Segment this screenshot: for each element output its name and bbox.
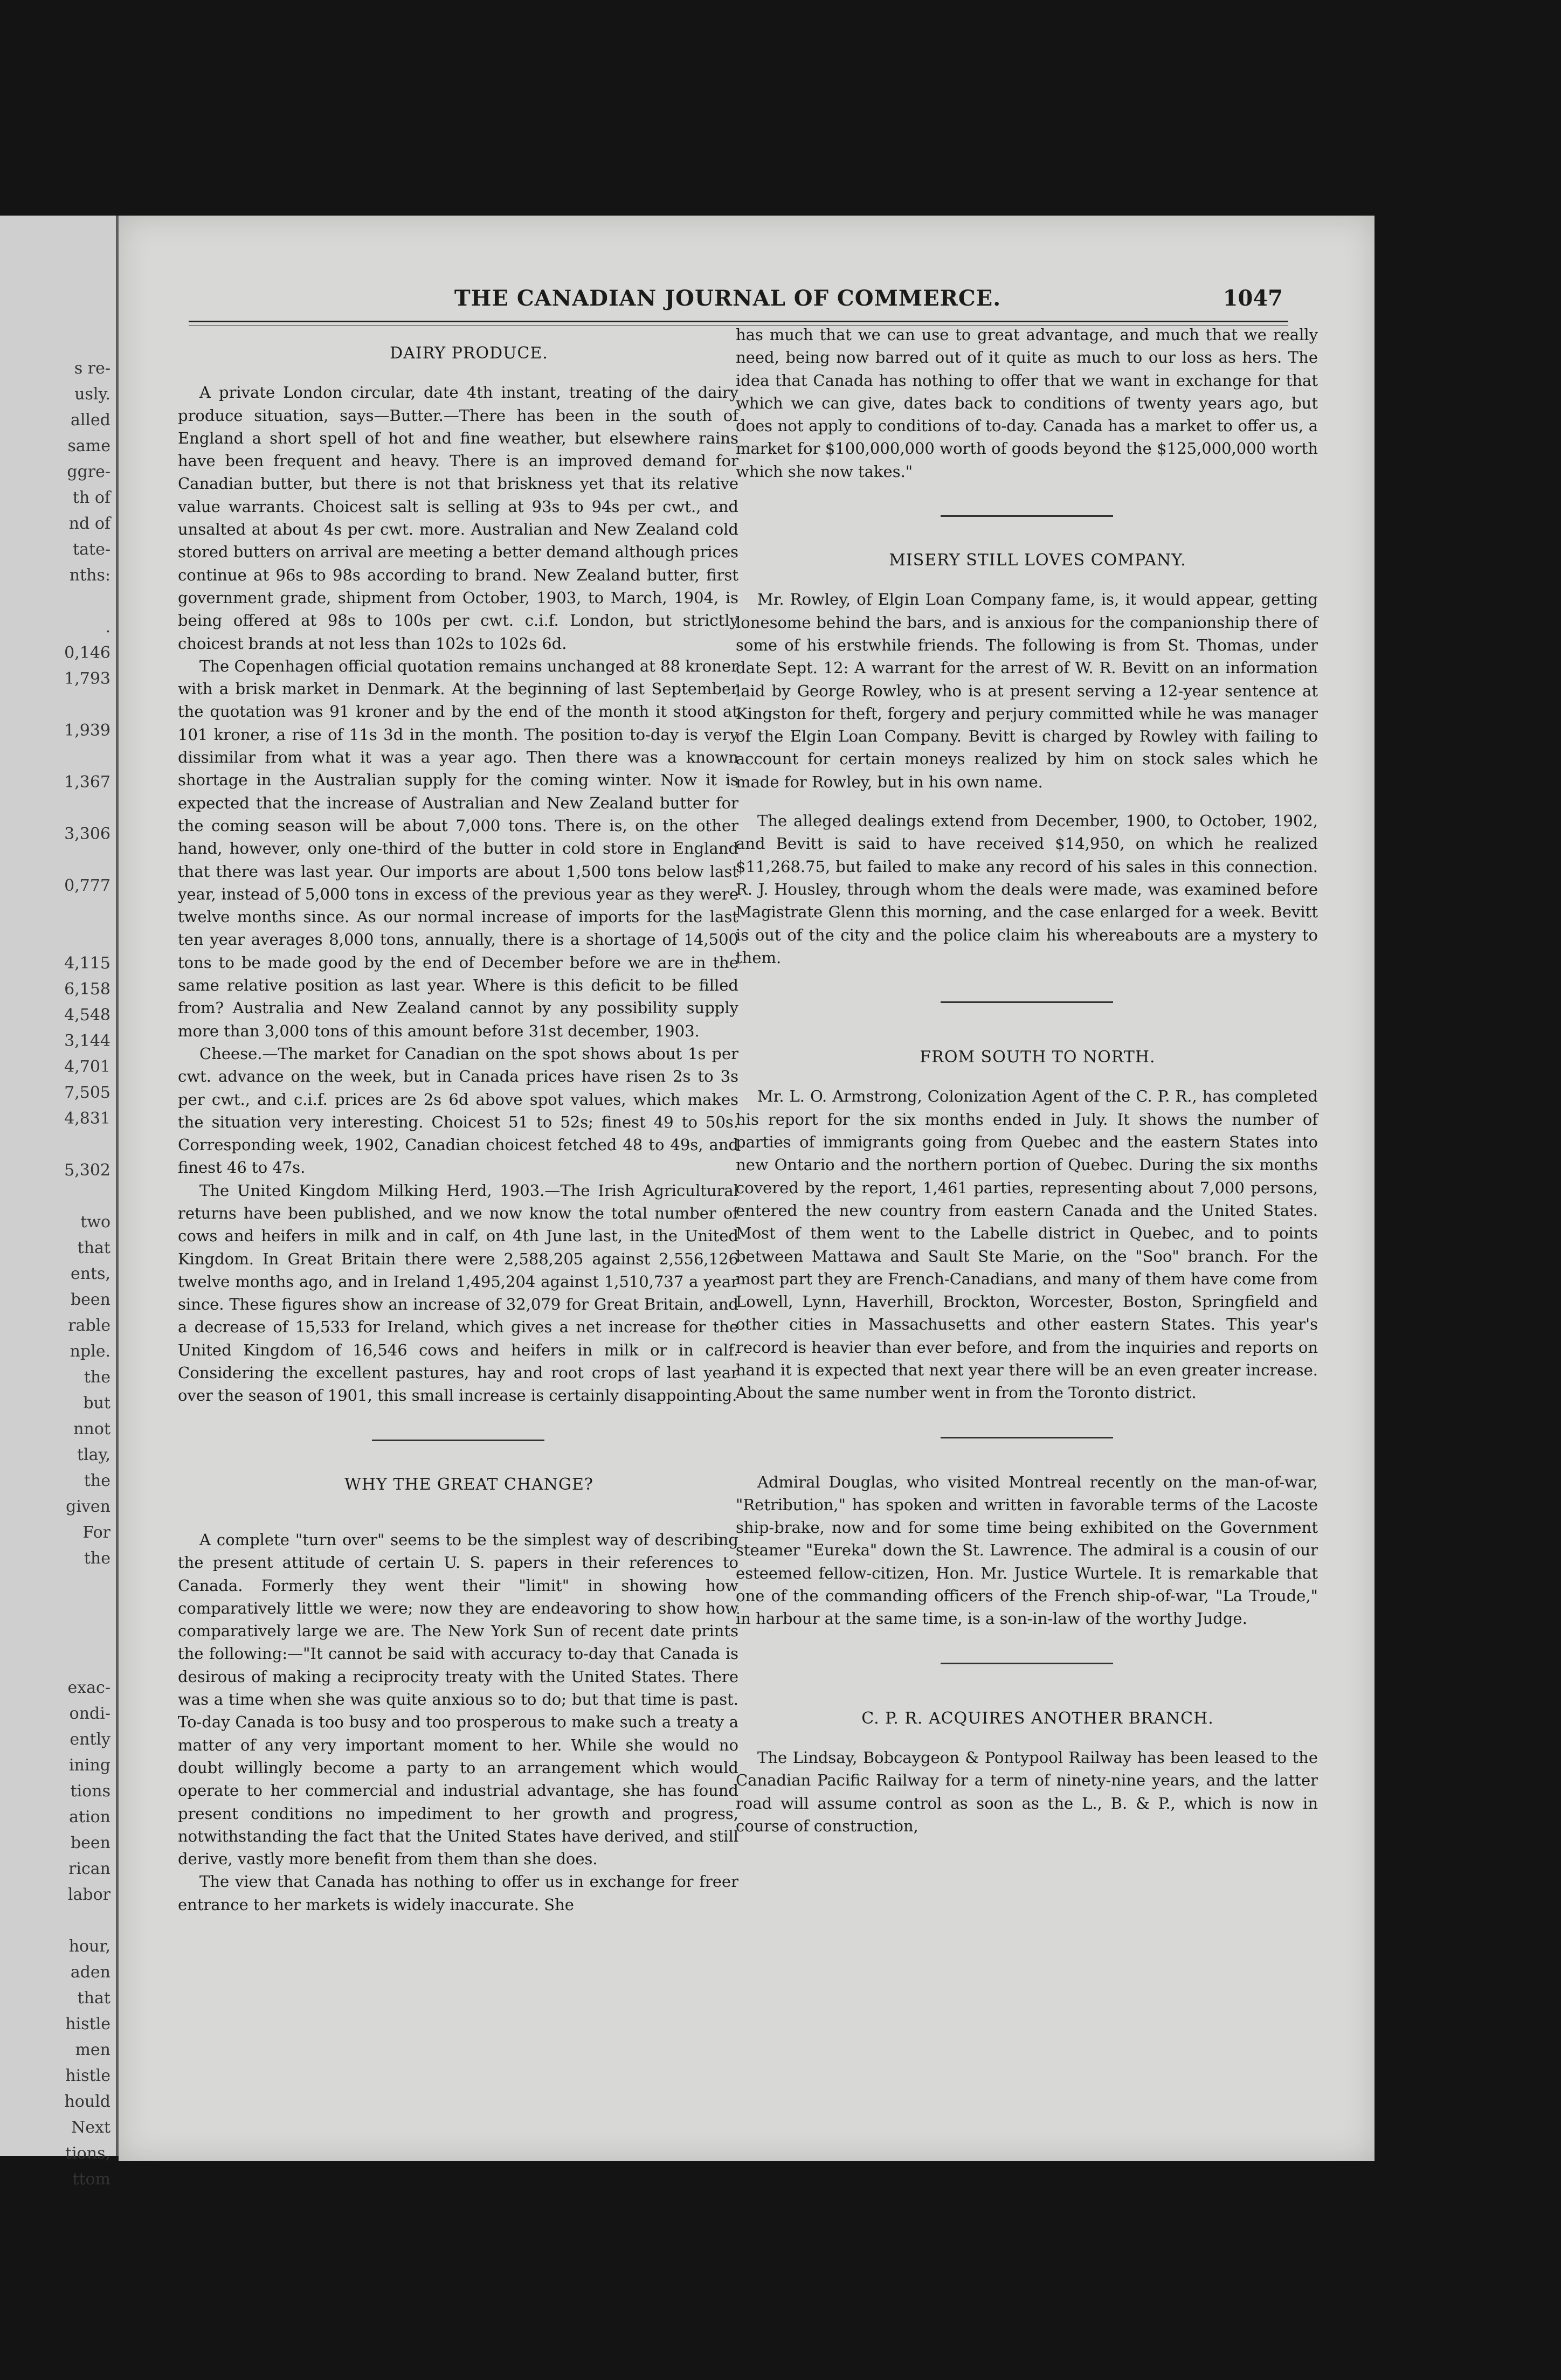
article-heading-cpr: C. P. R. ACQUIRES ANOTHER BRANCH. (861, 1708, 1214, 1728)
adjacent-page-line (0, 1132, 116, 1158)
article-heading-dairy: DAIRY PRODUCE. (390, 344, 548, 363)
paragraph-continuation: has much that we can use to great advantage, and much that we really need, being now barred out of it quite as much to our loss as hers. The idea that Canada has nothing to offer that we want in exchange for that which we can give, dates back to conditions of twenty years ago, but does not apply to conditions of to-day. Canada has a market to offer us, a market for $100,000,000 worth of goods beyond the $125,000,000 worth which she now takes." (736, 326, 1318, 481)
adjacent-page-line: 4,831 (64, 1109, 110, 1128)
adjacent-page-line: 6,158 (64, 980, 110, 999)
adjacent-page-line: 4,548 (64, 1006, 110, 1025)
adjacent-page-line: same (67, 437, 110, 455)
adjacent-page-line: 1,939 (64, 721, 110, 740)
header-rule (189, 321, 1288, 322)
adjacent-page-line: that (77, 1239, 110, 1257)
adjacent-page-line: usly. (74, 385, 110, 404)
adjacent-page-line: 1,367 (64, 773, 110, 792)
adjacent-page-line: 0,146 (64, 644, 110, 662)
article-heading-south-north: FROM SOUTH TO NORTH. (920, 1048, 1156, 1067)
left-column (178, 342, 738, 1916)
paragraph: Mr. L. O. Armstrong, Colonization Agent of the C. P. R., has completed his report for the six months ended in July. It shows the number of parties of immigrants going from Quebec and the eastern States into new Ontario and the northern portion of Quebec. During the six months covered by the report, 1,461 parties, representing about 7,000 persons, entered the new country from eastern Canada and the United States. Most of them went to the Labelle district in Quebec, and to points between Mattawa and Sault Ste Marie, on the "Soo" branch. For the most part they are French-Canadians, and many of them have come from Lowell, Lynn, Haverhill, Brockton, Worcester, Boston, Springfield and other cities in Massachusetts and other eastern States. This year's record is heavier than ever before, and from the inquiries and reports on hand it is expected that next year there will be an even greater increase. About the same number went in from the Toronto district. (736, 1087, 1318, 1402)
adjacent-page-line: ining (68, 1756, 110, 1775)
paragraph: The United Kingdom Milking Herd, 1903.—The Irish Agricultural returns have been published, and we now know the total number of cows and heifers in milk and in calf, on 4th June last, in the United Kingdom. In Great Britain there were 2,588,205 against 2,556,126 twelve months ago, and in Ireland 1,495,204 against 1,510,737 a year since. These figures show an increase of 32,079 for Great Britain, and a decrease of 15,533 for Ireland, which gives a net increase for the United Kingdom of 16,546 cows and heifers in milk or in calf. Considering the excellent pastures, hay and root crops of last year over the season of 1901, this small increase is certainly disappointing. (178, 1181, 738, 1405)
adjacent-page-line (0, 1597, 116, 1623)
adjacent-page-line: the (84, 1471, 110, 1490)
paragraph: The Copenhagen official quotation remains unchanged at 88 kroner with a brisk market in Denmark. At the beginning of last September the quotation was 91 kroner and by the end of the month it stood at 101 kroner, a rise of 11s 3d in the month. The position to-day is very dissimilar from what it was a year ago. Then there was a known shortage in the Australian supply for the coming winter. Now it is expected that the increase of Australian and New Zealand butter for the coming season will be about 7,000 tons. There is, on the other hand, however, only one-third of the butter in cold store in England that there was last year. Our imports are about 1,500 tons below last year, instead of 5,000 tons in excess of the previous year as they were twelve months since. As our normal increase of imports for the last ten year averages 8,000 tons, annually, there is a shortage of 14,500 tons to be made good by the end of December before we are in the same relative position as last year. Where is this deficit to be filled from? Australia and New Zealand cannot by any possibility supply more than 3,000 tons of this amount before 31st december, 1903. (178, 656, 738, 1040)
adjacent-page-line: tate- (73, 540, 110, 559)
adjacent-page-line: 4,115 (64, 954, 110, 973)
adjacent-page-line: 0,777 (64, 876, 110, 895)
adjacent-page-line: ation (69, 1808, 110, 1826)
adjacent-page-line: tions, (65, 2144, 110, 2163)
adjacent-page-line: tlay, (77, 1445, 110, 1464)
adjacent-page-line: 5,302 (64, 1161, 110, 1180)
adjacent-page-fragment (0, 216, 116, 2189)
journal-page (119, 216, 1374, 2161)
adjacent-page-line: hour, (68, 1937, 110, 1956)
adjacent-page-line: but (83, 1394, 110, 1413)
adjacent-page-line: th of (72, 488, 110, 507)
adjacent-page-line: histle (65, 2015, 110, 2033)
adjacent-page-line: nple. (70, 1342, 110, 1361)
adjacent-page-line: aden (70, 1963, 110, 1982)
adjacent-page-line (0, 1908, 116, 1934)
paragraph: The alleged dealings extend from December, 1900, to October, 1902, and Bevitt is said to have received $14,950, on which he realized $11,268.75, but failed to make any record of his sales in this connection. R. J. Housley, through whom the deals were made, was examined before Magistrate Glenn this morning, and the case enlarged for a week. Bevitt is out of the city and the police claim his whereabouts are a mystery to them. (736, 812, 1318, 967)
adjacent-page-line: 3,306 (64, 825, 110, 843)
adjacent-page-line: 7,505 (64, 1083, 110, 1102)
adjacent-page-line: rable (68, 1316, 110, 1335)
adjacent-page-line: alled (70, 411, 110, 430)
page-number: 1047 (1222, 286, 1283, 311)
running-title: THE CANADIAN JOURNAL OF COMMERCE. (454, 286, 1001, 311)
paragraph: The Lindsay, Bobcaygeon & Pontypool Railway has been leased to the Canadian Pacific Railway for a term of ninety-nine years, and the latter road will assume control as soon as the L., B. & P., which is now in course of construction, (736, 1748, 1318, 1835)
adjacent-page-line: the (84, 1368, 110, 1387)
adjacent-page-line: that (77, 1989, 110, 2008)
right-column (736, 323, 1318, 1837)
paragraph: Admiral Douglas, who visited Montreal recently on the man-of-war, "Retribution," has spoken and written in favorable terms of the Lacoste ship-brake, now and for some time being exhibited on the Government steamer "Eureka" down the St. Lawrence. The admiral is a cousin of our esteemed fellow-citizen, Hon. Mr. Justice Wurtele. It is remarkable that one of the commanding officers of the French ship-of-war, "La Troude," in harbour at the same time, is a son-in-law of the worthy Judge. (736, 1472, 1318, 1628)
adjacent-page-line: been (70, 1834, 110, 1852)
adjacent-page-line: hould (64, 2092, 110, 2111)
paragraph: A private London circular, date 4th instant, treating of the dairy produce situation, says—Butter.—There has been in the south of England a short spell of hot and fine weather, but elsewhere rains have been frequent and heavy. There is an improved demand for Canadian butter, but there is not that briskness yet that its relative value warrants. Choicest salt is selling at 93s to 94s per cwt., and unsalted at about 4s per cwt. more. Australian and New Zealand cold stored butters on arrival are meeting a better demand although prices continue at 96s to 98s according to brand. New Zealand butter, first government grade, shipment from October, 1903, to March, 1904, is being offered at 98s to 100s per cwt. c.i.f. London, but strictly choicest brands at not less than 102s to 102s 6d. (178, 383, 738, 653)
adjacent-page-line: nnot (73, 1420, 110, 1438)
adjacent-page-line (0, 925, 116, 951)
adjacent-page-line: ents, (70, 1264, 110, 1283)
adjacent-page-line: the (84, 1549, 110, 1568)
paragraph: The view that Canada has nothing to offer us in exchange for freer entrance to her markets is widely inaccurate. She (178, 1872, 738, 1914)
adjacent-page-line: tions (70, 1782, 110, 1801)
adjacent-page-line (0, 847, 116, 873)
adjacent-page-line: histle (65, 2066, 110, 2085)
adjacent-page-line: nths: (69, 566, 110, 585)
adjacent-page-line (0, 744, 116, 770)
adjacent-page-line (0, 899, 116, 925)
paragraph: Cheese.—The market for Canadian on the spot shows about 1s per cwt. advance on the week, but in Canada prices have risen 2s to 3s per cwt., and c.i.f. prices are 2s 6d above spot values, which makes the situation very interesting. Choicest 51 to 52s; finest 49 to 50s. Corresponding week, 1902, Canadian choicest fetched 48 to 49s, and finest 46 to 47s. (178, 1044, 738, 1177)
adjacent-page-line (0, 1649, 116, 1675)
adjacent-page-line (0, 1184, 116, 1209)
adjacent-page-line: 1,793 (64, 669, 110, 688)
adjacent-page-line: ently (70, 1730, 110, 1749)
adjacent-page-line (0, 589, 116, 614)
article-heading-misery: MISERY STILL LOVES COMPANY. (889, 551, 1186, 570)
adjacent-page-line: Next (71, 2118, 110, 2137)
adjacent-page-line: . (105, 618, 110, 636)
adjacent-page-line: exac- (67, 1678, 110, 1697)
adjacent-page-line: 4,701 (64, 1057, 110, 1076)
adjacent-page-line: rican (68, 1859, 110, 1878)
adjacent-page-line: ttom (72, 2170, 110, 2189)
paragraph: Mr. Rowley, of Elgin Loan Company fame, is, it would appear, getting lonesome behind the bars, and is anxious for the companionship there of some of his erstwhile friends. The following is from St. Thomas, under date Sept. 12: A warrant for the arrest of W. R. Bevitt on an information laid by George Rowley, who is at present serving a 12-year sentence at Kingston for theft, forgery and perjury committed while he was manager of the Elgin Loan Company. Bevitt is charged by Rowley with failing to account for certain moneys realized by him on stock sales which he made for Rowley, but in his own name. (736, 590, 1318, 791)
article-heading-change: WHY THE GREAT CHANGE? (344, 1475, 593, 1494)
adjacent-page-line: given (66, 1497, 110, 1516)
adjacent-page-line: men (75, 2040, 110, 2059)
adjacent-page-line (0, 1572, 116, 1597)
adjacent-page-line: labor (67, 1885, 110, 1904)
adjacent-page-line (0, 795, 116, 821)
adjacent-page-line (0, 692, 116, 718)
adjacent-page-line: 3,144 (64, 1032, 110, 1050)
adjacent-page-line: ondi- (69, 1704, 110, 1723)
paragraph: A complete "turn over" seems to be the simplest way of describing the present attitude of certain U. S. papers in their references to Canada. Formerly they went their "limit" in showing how comparatively little we were; now they are endeavoring to show how comparatively large we are. The New York Sun of recent date prints the following:—"It cannot be said with accuracy to-day that Canada is desirous of making a reciprocity treaty with the United States. There was a time when she was quite anxious so to do; but that time is past. To-day Canada is too busy and too prosperous to make such a treaty a matter of any very important moment to her. While she would no doubt willingly become a party to an arrangement which would operate to her commercial and industrial advantage, she has found present conditions no impediment to her growth and progress, notwithstanding the fact that the United States have derived, and still derive, vastly more benefit from them than she does. (178, 1530, 738, 1869)
adjacent-page-line: nd of (68, 514, 110, 533)
adjacent-page-line: been (70, 1290, 110, 1309)
adjacent-page-line: s re- (74, 359, 110, 378)
adjacent-page-line (0, 1623, 116, 1649)
adjacent-page-line: two (80, 1213, 110, 1231)
adjacent-page-line: For (82, 1523, 110, 1542)
adjacent-page-line: ggre- (67, 462, 110, 481)
page-header (189, 286, 1283, 318)
